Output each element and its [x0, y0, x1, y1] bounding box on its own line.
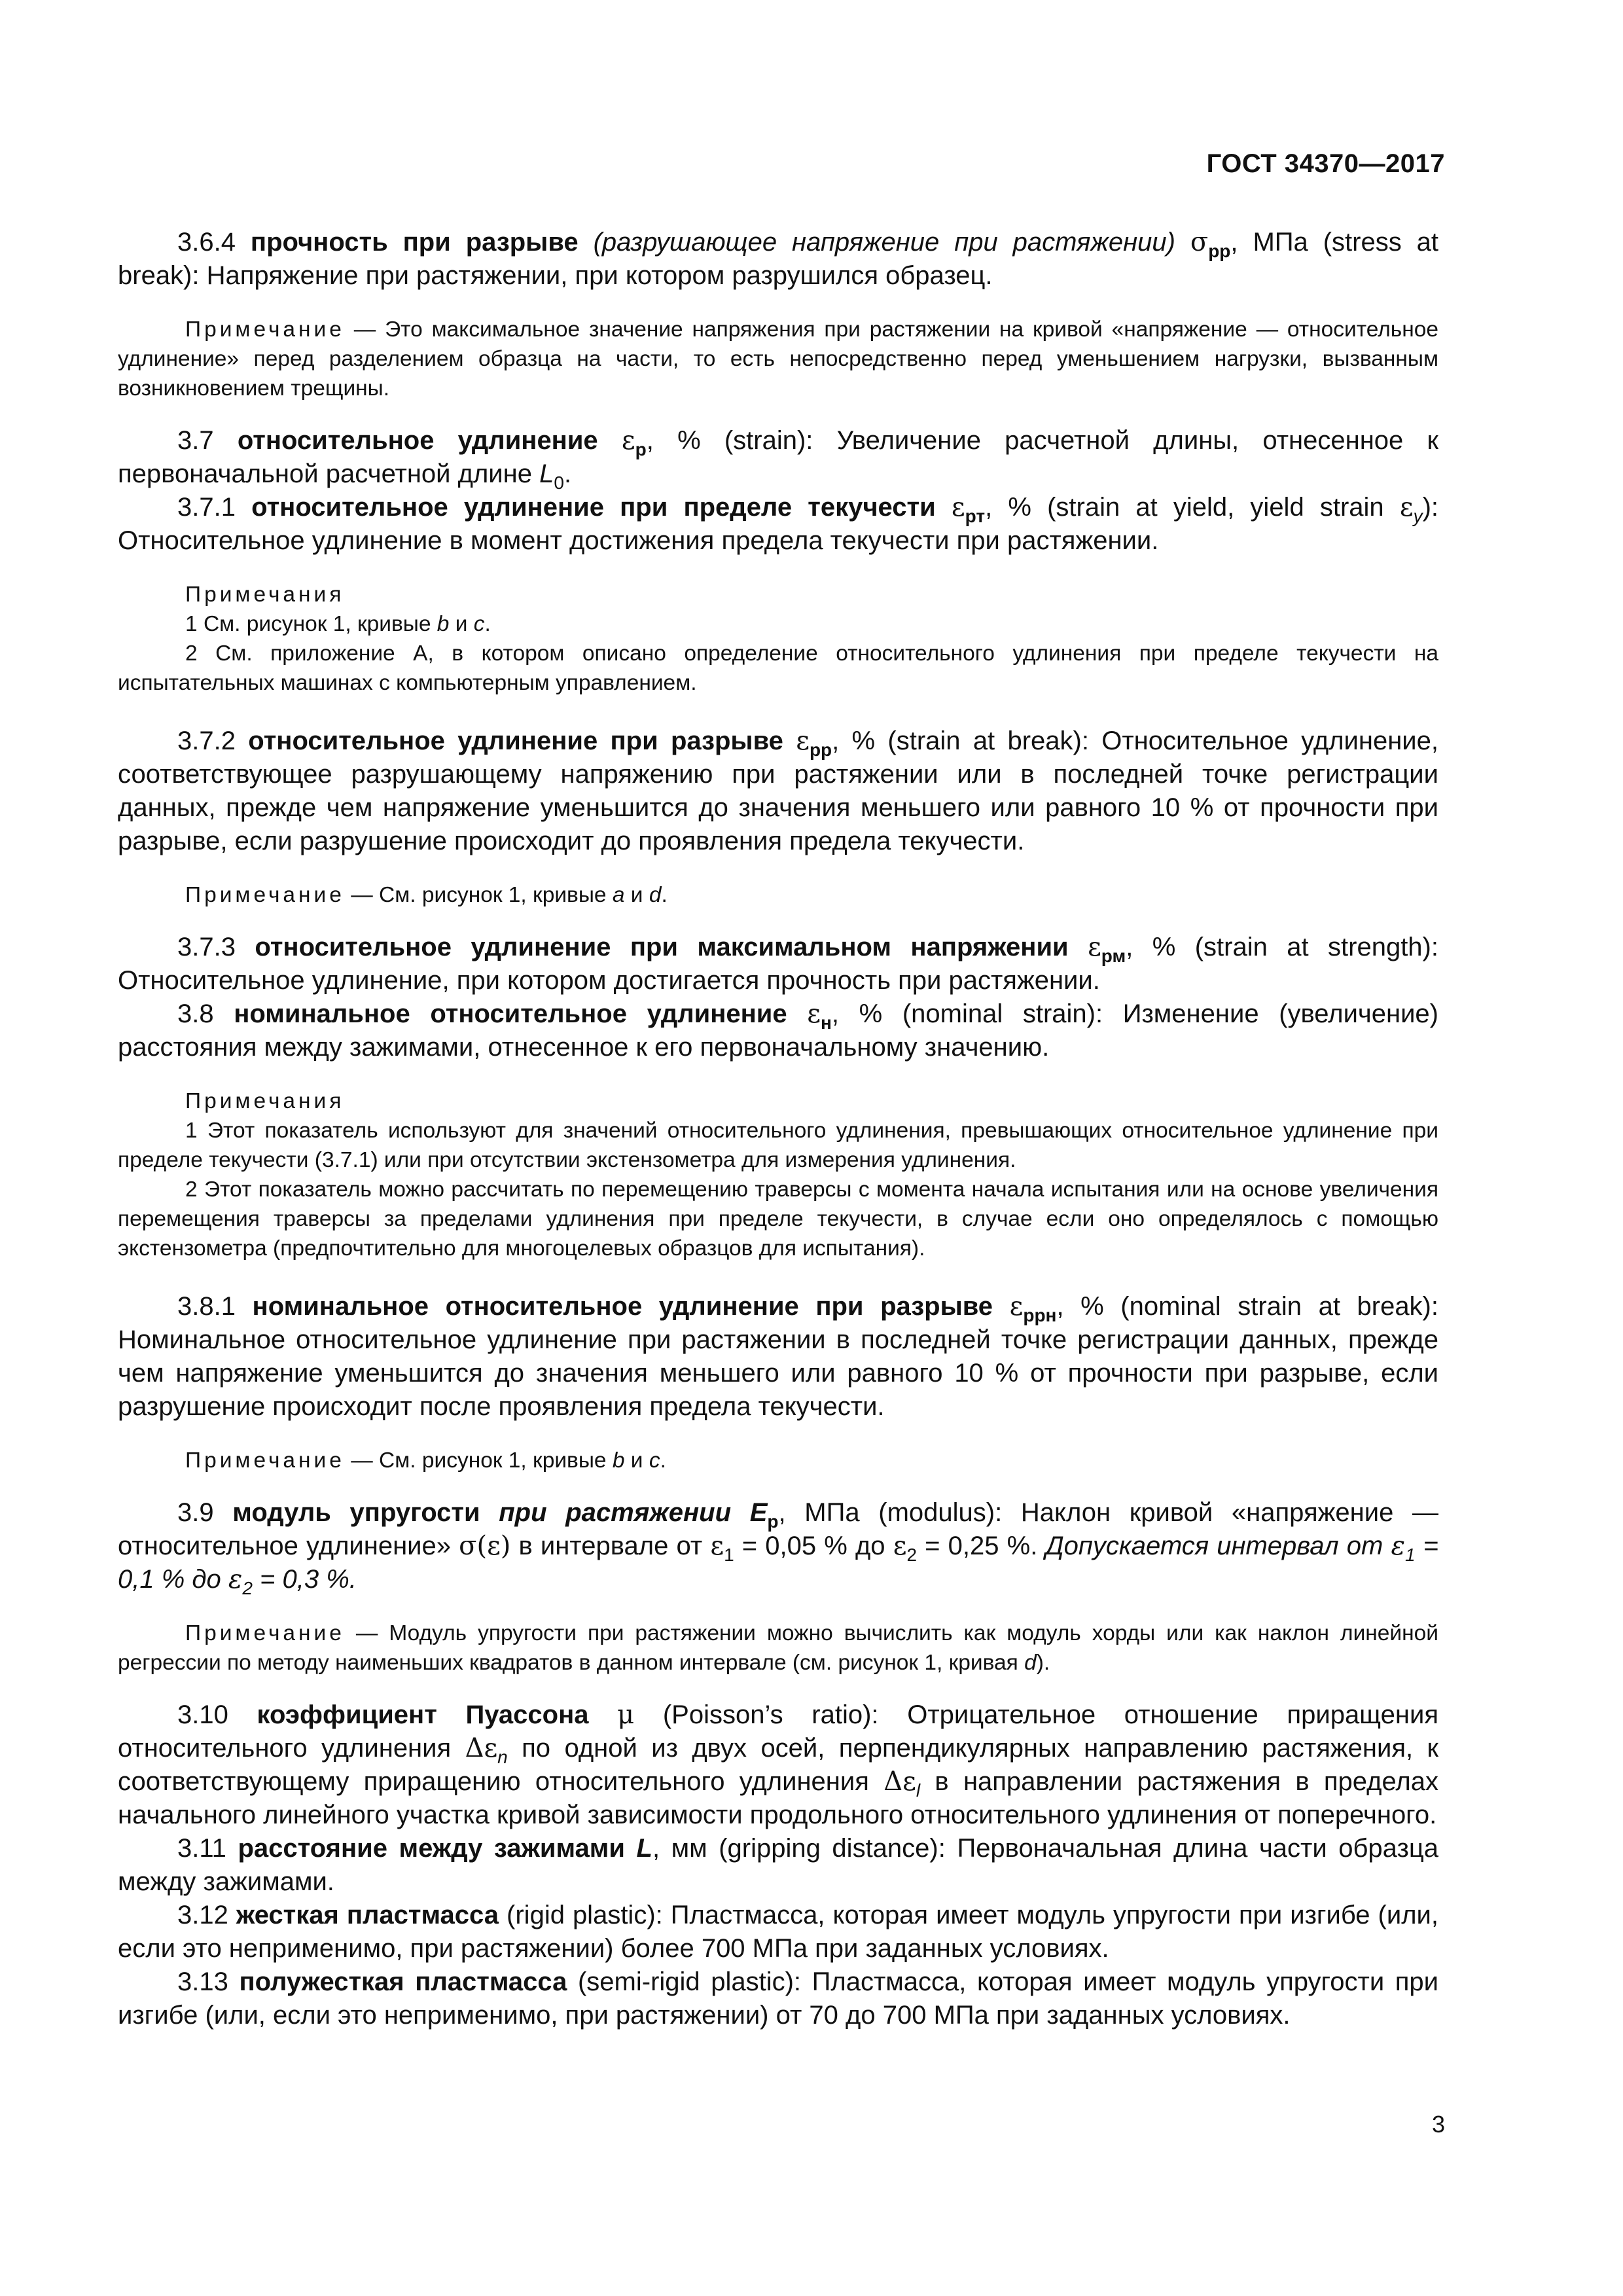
- unit-en: , мм (gripping distance):: [652, 1834, 957, 1863]
- definition-end: .: [563, 459, 572, 488]
- section-number: 3.7.3: [177, 933, 236, 961]
- symbol-sub: рт: [965, 505, 986, 526]
- section-number: 3.8: [177, 999, 214, 1028]
- definition: Пластмасса, которая имеет модуль упругости при изгибе (или, если это неприменимо, при растяжении) от 70 до 700 МПа при заданных условиях.: [118, 1967, 1438, 2030]
- term: номинальное относительное удлинение: [234, 999, 787, 1028]
- definition: Пластмасса, которая имеет модуль упругости при изгибе (или, если это неприменимо, при растяжении) более 700 МПа при заданных условиях.: [118, 1901, 1439, 1963]
- section-number: 3.10: [177, 1700, 228, 1729]
- doc-id-header: ГОСТ 34370—2017: [1206, 149, 1445, 178]
- symbol: ε: [1088, 932, 1101, 962]
- note-3-7-2: Примечание — См. рисунок 1, кривые a и d.: [185, 883, 668, 907]
- note-label: Примечание: [185, 883, 345, 907]
- definition: Изменение (увеличение) расстояния между зажимами, отнесенное к его первоначальному значению.: [118, 999, 1438, 1062]
- section-number: 3.11: [177, 1834, 226, 1863]
- unit-en: , % (strain at strength):: [1126, 933, 1438, 961]
- modulus-symbol: E: [749, 1498, 768, 1527]
- unit-en: , % (strain at yield, yield strain: [985, 493, 1400, 522]
- unit-en: , % (strain at break):: [832, 726, 1102, 755]
- section-number: 3.13: [177, 1967, 228, 1996]
- note-item-1: 1 См. рисунок 1, кривые b и c.: [185, 612, 491, 636]
- note-label: Примечание: [185, 1448, 345, 1473]
- definition: Увеличение расчетной длины, отнесенное к первоначальной расчетной длине: [118, 426, 1438, 488]
- term: жесткая пластмасса: [236, 1901, 499, 1929]
- section-number: 3.12: [177, 1901, 228, 1929]
- section-3-7-2: [118, 725, 1438, 858]
- notes-label: Примечания: [185, 1089, 345, 1113]
- note-label: Примечание: [185, 317, 345, 342]
- unit-en: (rigid plastic):: [499, 1901, 671, 1929]
- term: относительное удлинение при максимальном напряжении: [255, 933, 1069, 961]
- section-3-8-1: [118, 1290, 1438, 1424]
- symbol: ε: [796, 726, 810, 756]
- symbol-sub: ррн: [1023, 1304, 1057, 1325]
- definition: Напряжение при растяжении, при котором разрушился образец.: [206, 261, 993, 290]
- notes-3-7-1: [118, 580, 1438, 698]
- term: коэффициент Пуассона: [257, 1700, 589, 1729]
- term-alt: (разрушающее напряжение при растяжении): [593, 228, 1175, 257]
- unit-en: , % (strain):: [646, 426, 837, 455]
- allowance: Допускается интервал от $\varepsilon_1 = 0,1$ % до $\varepsilon_2 = 0,3$ %.: [118, 1531, 1439, 1598]
- symbol-sub: р: [635, 439, 647, 459]
- page-number: 3: [1431, 2111, 1445, 2138]
- definition: Относительное удлинение, соответствующее разрушающему напряжению при растяжении или в последней точке регистрации данных, прежде чем напряжение уменьшится до значения меньшего или равного 10 % от прочности при разрыве, если разрушение происходит до проявления предела текучести.: [118, 726, 1439, 855]
- note-3-6-4: [118, 315, 1438, 403]
- symbol-2-sub: y: [1413, 505, 1423, 526]
- symbol: ε: [1009, 1291, 1024, 1321]
- symbol-sub: рм: [1101, 945, 1126, 966]
- section-number: 3.6.4: [177, 228, 236, 257]
- section-3-7-3: [118, 931, 1438, 997]
- note-3-8-1: Примечание — См. рисунок 1, кривые b и c.: [185, 1448, 666, 1473]
- term: расстояние между зажимами: [238, 1834, 625, 1863]
- sigma-eps: σ(ε): [459, 1531, 511, 1561]
- section-3-13: [118, 1965, 1438, 2032]
- definition: Номинальное относительное удлинение при растяжении в последней точке регистрации данных, прежде чем напряжение уменьшится до значения меньшего или равного 10 % от прочности при разрыве, если разрушение происходит после проявления предела текучести.: [118, 1325, 1438, 1421]
- term: относительное удлинение: [237, 426, 598, 455]
- term: номинальное относительное удлинение при разрыве: [252, 1292, 993, 1321]
- notes-3-8: [118, 1086, 1438, 1263]
- term: относительное удлинение при разрыве: [248, 726, 783, 755]
- length-symbol: L: [636, 1834, 652, 1863]
- unit-en: , МПа (modulus):: [778, 1498, 1021, 1527]
- symbol: ε: [621, 425, 635, 456]
- notes-label: Примечания: [185, 583, 345, 607]
- document-body: [118, 226, 1438, 2032]
- section-3-12: [118, 1899, 1438, 1965]
- note-3-9: Примечание — Модуль упругости при растяжении можно вычислить как модуль хорды или как наклон линейной регрессии по методу наименьших квадратов в данном интервале (см. рисунок 1, кривая d).: [118, 1621, 1438, 1675]
- symbol-sub: н: [820, 1012, 832, 1033]
- modulus-sub: р: [767, 1511, 779, 1532]
- term: относительное удлинение при пределе текучести: [251, 493, 936, 522]
- symbol-sub: рр: [809, 739, 832, 760]
- section-3-10: 3.10 коэффициент Пуассона μ (Poisson’s ratio): Отрицательное отношение приращения относительного удлинения $\Delta\varepsilon_n$ по одной из двух осей, перпендикулярных направлению растяжения, к соответствующему приращению относительного удлинения $\Delta\varepsilon_l$ в направлении растяжения в пределах начального линейного участка кривой зависимости продольного относительного удлинения от поперечного.: [118, 1700, 1439, 1829]
- unit-en: , % (nominal strain):: [831, 999, 1123, 1028]
- section-number: 3.9: [177, 1498, 214, 1527]
- length-symbol: L: [539, 459, 554, 488]
- section-3-6-4: [118, 226, 1438, 293]
- symbol: μ: [617, 1700, 635, 1730]
- section-number: 3.7.2: [177, 726, 236, 755]
- section-number: 3.7: [177, 426, 214, 455]
- unit-en: (semi-rigid plastic):: [567, 1967, 812, 1996]
- symbol: ε: [951, 492, 965, 522]
- definition: Относительное удлинение, при котором достигается прочность при растяжении.: [118, 966, 1100, 995]
- term: модуль упругости: [232, 1498, 480, 1527]
- unit-en: (Poisson’s ratio):: [634, 1700, 908, 1729]
- note-item-1: 1 Этот показатель используют для значений относительного удлинения, превышающих относительное удлинение при пределе текучести (3.7.1) или при отсутствии экстензометра для измерения удлинения.: [118, 1119, 1438, 1172]
- length-sub: 0: [554, 472, 564, 493]
- section-3-8: [118, 997, 1438, 1064]
- section-number: 3.8.1: [177, 1292, 236, 1321]
- term: полужесткая пластмасса: [239, 1967, 567, 1996]
- unit-en: , % (nominal strain at break):: [1056, 1292, 1438, 1321]
- symbol-2: ε: [1399, 492, 1414, 522]
- section-3-7: [118, 424, 1438, 491]
- section-3-11: [118, 1832, 1438, 1899]
- term-italic: при растяжении: [499, 1498, 731, 1527]
- symbol: ε: [807, 999, 821, 1029]
- term: прочность при разрыве: [250, 228, 579, 257]
- definition: Первоначальная длина части образца между зажимами.: [118, 1834, 1438, 1896]
- note-item-2: 2 См. приложение А, в котором описано определение относительного удлинения при пределе текучести на испытательных машинах с компьютерным управлением.: [118, 641, 1438, 695]
- note-text: — Это максимальное значение напряжения при растяжении на кривой «напряжение — относительное удлинение» перед разделением образца на части, то есть непосредственно перед уменьшением нагрузки, вызванным возникновением трещины.: [118, 317, 1438, 401]
- definition: ): Относительное удлинение в момент достижения предела текучести при растяжении.: [118, 493, 1439, 555]
- note-item-2: 2 Этот показатель можно рассчитать по перемещению траверсы с момента начала испытания или на основе увеличения перемещения траверсы за пределами удлинения при пределе текучести, в случае если оно определялось с помощью экстензометра (предпочтительно для многоцелевых образцов для испытания).: [118, 1177, 1438, 1261]
- unit-en: , МПа (stress at break):: [118, 228, 1438, 290]
- symbol-sub: рр: [1208, 240, 1231, 261]
- note-label: Примечание: [185, 1621, 345, 1645]
- symbol: σ: [1190, 227, 1209, 257]
- section-3-7-1: [118, 491, 1438, 558]
- section-number: 3.7.1: [177, 493, 236, 522]
- section-3-9: 3.9 модуль упругости при растяжении $E_р$, МПа (modulus): Наклон кривой «напряжение — относительное удлинение» σ(ε) в интервале от $\varepsilon_1 = 0,05$ % до $\varepsilon_2 = 0,25$ %. Допускается интервал от $\varepsilon_1 = 0,1$ % до $\varepsilon_2 = 0,3$ %.: [118, 1498, 1439, 1598]
